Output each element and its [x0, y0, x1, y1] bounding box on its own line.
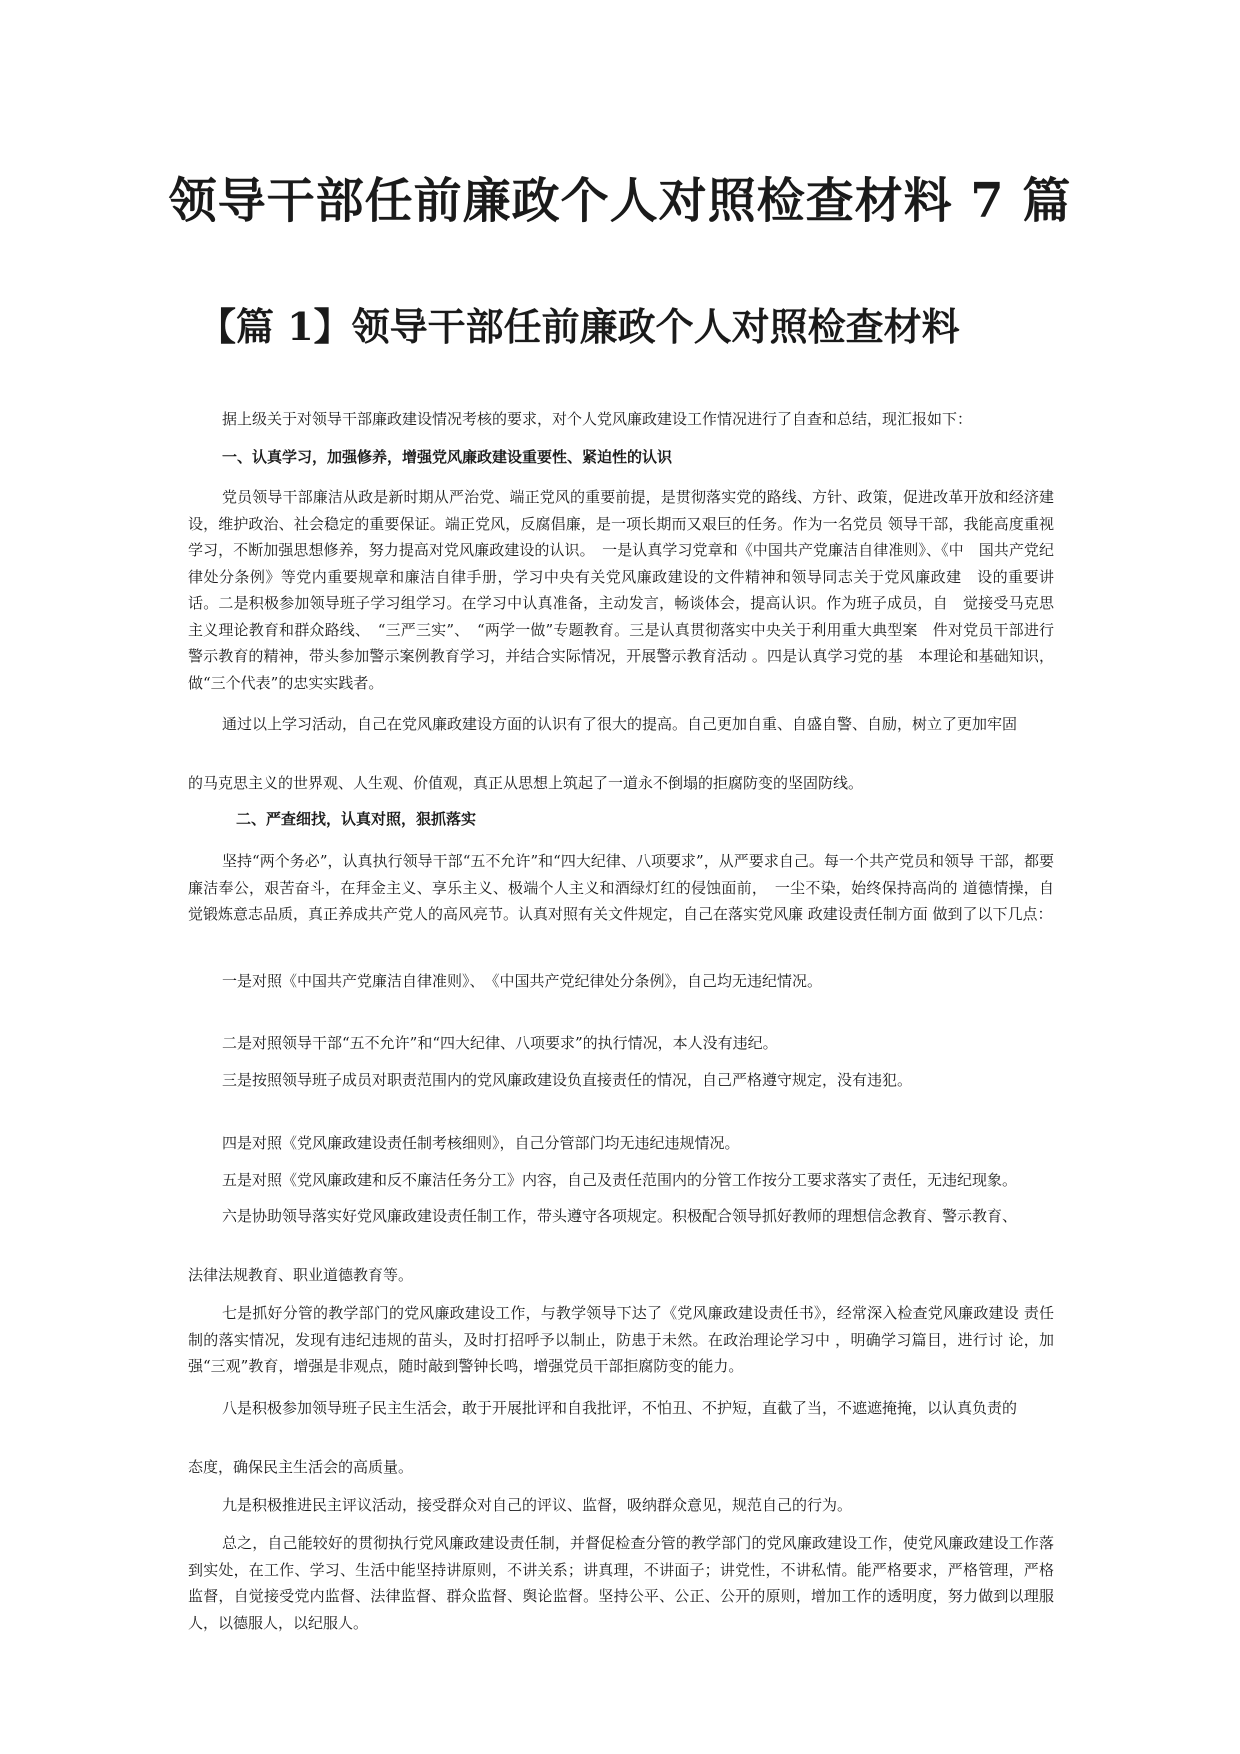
paragraph-study: 党员领导干部廉洁从政是新时期从严治党、端正党风的重要前提，是贯彻落实党的路线、方针、政策，促进改革开放和经济建设，维护政治、社会稳定的重要保证。端正党风，反腐倡廉，是一项长期而又艰巨的任务。作为一名党员 领导干部，我能高度重视学习，不断加强思想修养，努力提高对党风廉政建设的认识。 一是认真学习党章和《中国共产党廉洁自律准则》、《中 国共产党纪律处分条例》等党内重要规章和廉洁自律手册，学习中央有关党风廉政建设的文件精神和领导同志关于党风廉政建 设的重要讲话。二是积极参加领导班子学习组学习。在学习中认真准备，主动发言，畅谈体会，提高认识。作为班子成员，自 觉接受马克思主义理论教育和群众路线、 “三严三实”、 “两学一做”专题教育。三是认真贯彻落实中央关于利用重大典型案 件对党员干部进行警示教育的精神，带头参加警示案例教育学习，并结合实际情况，开展警示教育活动 。四是认真学习党的基 本理论和基础知识，做“三个代表”的忠实实践者。 — [188, 488, 1054, 692]
list-item-7: 七是抓好分管的教学部门的党风廉政建设工作，与教学领导下达了《党风廉政建设责任书》，经常深入检查党风廉政建设 责任制的落实情况，发现有违纪违规的苗头，及时打招呼予以制止，防患于未然。在政治理论学习中 ，明确学习篇目，进行讨 论，加强“三观”教育，增强是非观点，随时敲到警钟长鸣，增强党员干部拒腐防变的能力。 — [188, 1304, 1054, 1375]
summary-paragraph: 总之，自己能较好的贯彻执行党风廉政建设责任制，并督促检查分管的教学部门的党风廉政建设工作，使党风廉政建设工作落到实处，在工作、学习、生活中能坚持讲原则，不讲关系；讲真理，不讲面子；讲党性，不讲私情。能严格要求，严格管理，严格监督，自觉接受党内监督、法律监督、群众监督、舆论监督。坚持公平、公正、公开的原则，增加工作的透明度，努力做到以理服人，以德服人，以纪服人。 — [188, 1534, 1054, 1632]
paragraph-result-line2: 的马克思主义的世界观、人生观、价值观，真正从思想上筑起了一道永不倒塌的拒腐防变的坚固防线。 — [188, 774, 864, 792]
list-item-6-line1: 六是协助领导落实好党风廉政建设责任制工作，带头遵守各项规定。积极配合领导抓好教师的理想信念教育、警示教育、 — [222, 1207, 1018, 1225]
paragraph-result-line1: 通过以上学习活动，自己在党风廉政建设方面的认识有了很大的提高。自己更加自重、自盛自警、自励，树立了更加牢固 — [222, 715, 1018, 733]
list-item-9: 九是积极推进民主评议活动，接受群众对自己的评议、监督，吸纳群众意见，规范自己的行为。 — [222, 1496, 853, 1514]
list-item-8-line1: 八是积极参加领导班子民主生活会，敢于开展批评和自我批评，不怕丑、不护短，直截了当，不遮遮掩掩，以认真负责的 — [222, 1399, 1018, 1417]
list-item-5: 五是对照《党风廉政建和反不廉洁任务分工》内容，自己及责任范围内的分管工作按分工要求落实了责任，无违纪现象。 — [222, 1171, 1018, 1189]
section-title: 【篇 1】领导干部任前廉政个人对照检查材料 — [198, 304, 960, 349]
list-item-2: 二是对照领导干部“五不允许”和“四大纪律、八项要求”的执行情况，本人没有违纪。 — [222, 1034, 778, 1052]
paragraph-principles: 坚持“两个务必”，认真执行领导干部“五不允许”和“四大纪律、八项要求”，从严要求自己。每一个共产党员和领导 干部，都要廉洁奉公，艰苦奋斗，在拜金主义、享乐主义、极端个人主义和酒绿灯红的侵蚀面前， 一尘不染，始终保持高尚的 道德情操，自觉锻炼意志品质，真正养成共产党人的高风亮节。认真对照有关文件规定，自己在落实党风廉 政建设责任制方面 做到了以下几点： — [188, 852, 1054, 923]
list-item-3: 三是按照领导班子成员对职责范围内的党风廉政建设负直接责任的情况，自己严格遵守规定，没有违犯。 — [222, 1071, 913, 1089]
list-item-8-line2: 态度，确保民主生活会的高质量。 — [188, 1458, 414, 1476]
heading-1: 一、认真学习，加强修养，增强党风廉政建设重要性、紧迫性的认识 — [222, 448, 673, 466]
document-title: 领导干部任前廉政个人对照检查材料 7 篇 — [168, 173, 1072, 229]
list-item-6-line2: 法律法规教育、职业道德教育等。 — [188, 1266, 414, 1284]
heading-2: 二、严查细找，认真对照，狠抓落实 — [236, 810, 477, 828]
list-item-4: 四是对照《党风廉政建设责任制考核细则》，自己分管部门均无违纪违规情况。 — [222, 1134, 740, 1152]
intro-paragraph: 据上级关于对领导干部廉政建设情况考核的要求，对个人党风廉政建设工作情况进行了自查和总结，现汇报如下： — [222, 410, 973, 428]
list-item-1: 一是对照《中国共产党廉洁自律准则》、 《中国共产党纪律处分条例》，自己均无违纪情况。 — [222, 972, 823, 990]
